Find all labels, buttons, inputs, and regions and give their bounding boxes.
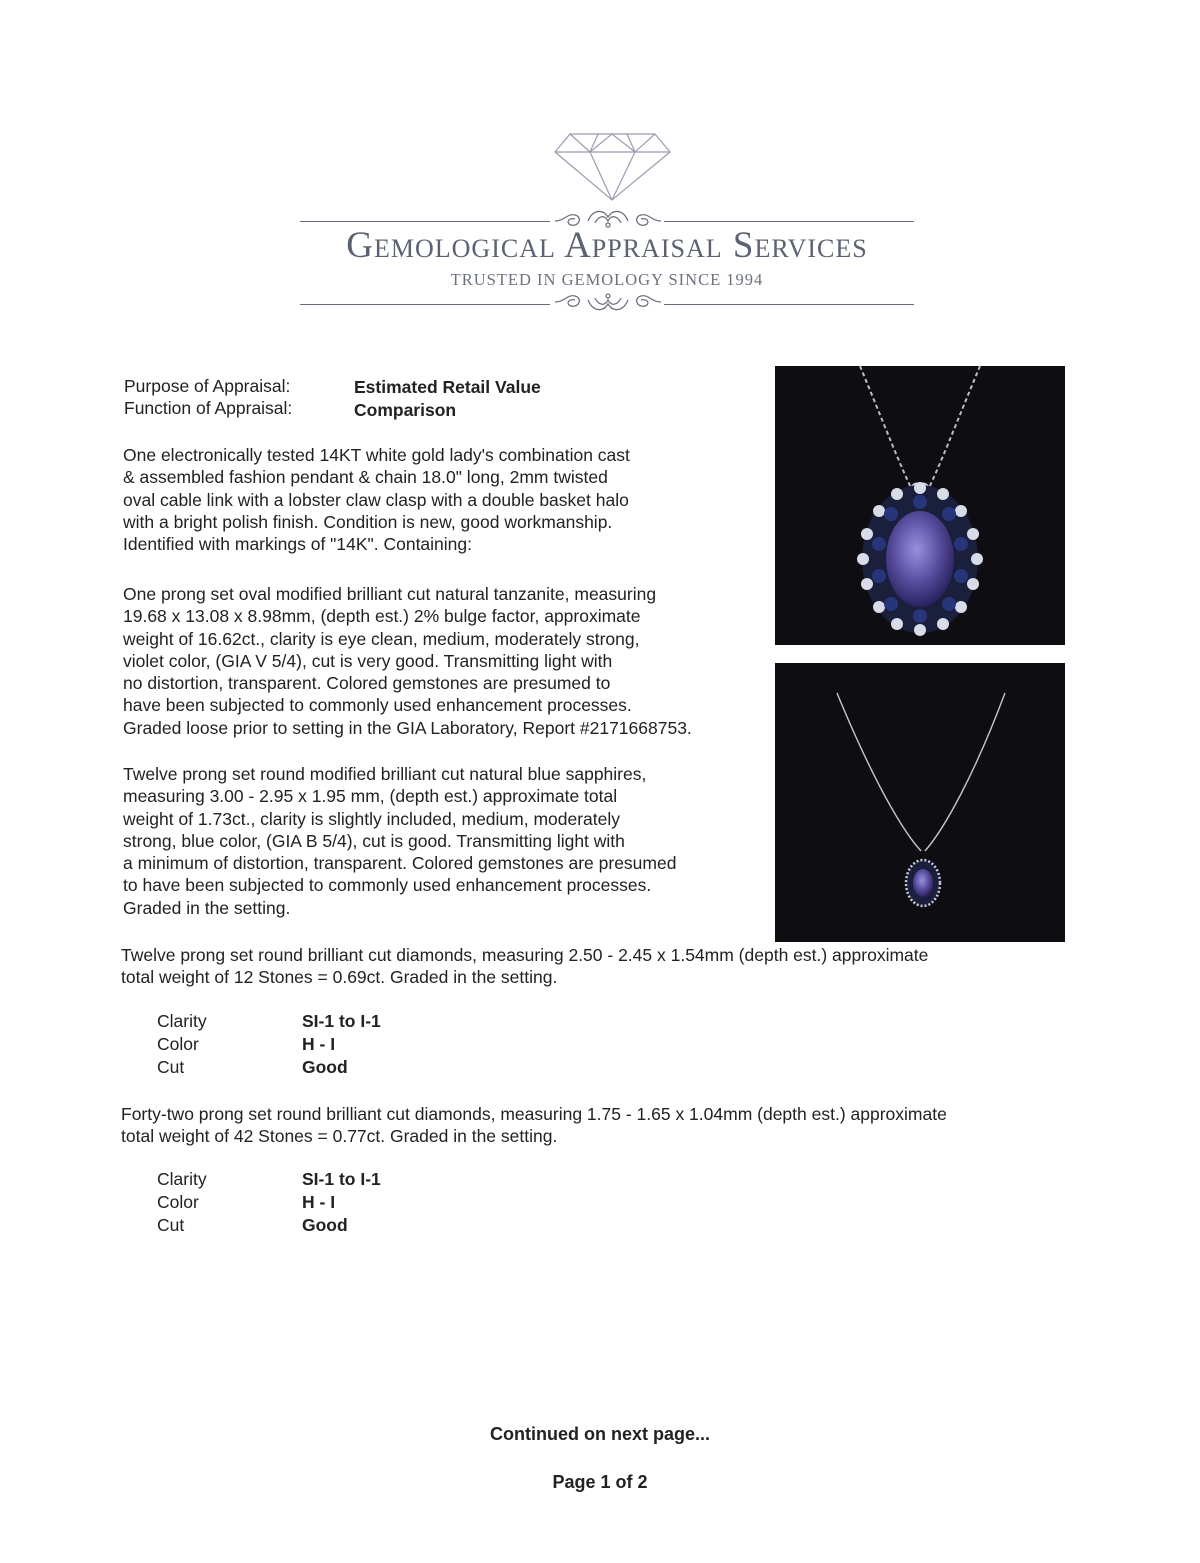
text-line: Graded loose prior to setting in the GIA Laboratory, Report #2171668753. <box>123 717 692 738</box>
logo-rule-bottom-right <box>664 304 914 305</box>
text-line: no distortion, transparent. Colored gemstones are presumed to <box>123 673 611 694</box>
text-line: violet color, (GIA V 5/4), cut is very good. Transmitting light with <box>123 650 613 671</box>
color-label: Color <box>157 1192 199 1212</box>
color-label: Color <box>157 1034 199 1054</box>
text-line: Twelve prong set round modified brilliant cut natural blue sapphires, <box>123 764 647 784</box>
tanzanite-description <box>123 583 768 739</box>
text-line: weight of 16.62ct., clarity is eye clean, medium, moderately strong, <box>123 628 640 649</box>
cut-value: Good <box>302 1057 348 1077</box>
text-line: a minimum of distortion, transparent. Colored gemstones are presumed <box>123 853 677 874</box>
grades-table-1 <box>157 1010 207 1079</box>
text-line: strong, blue color, (GIA B 5/4), cut is good. Transmitting light with <box>123 830 625 851</box>
text-line: & assembled fashion pendant & chain 18.0" long, 2mm twisted <box>123 467 608 488</box>
text-line: total weight of 42 Stones = 0.77ct. Graded in the setting. <box>121 1126 558 1147</box>
grades-values-1 <box>302 1010 381 1079</box>
text-line: to have been subjected to commonly used enhancement processes. <box>123 875 652 896</box>
function-value: Comparison <box>354 400 457 420</box>
cut-label: Cut <box>157 1215 185 1235</box>
page-number: Page 1 of 2 <box>552 1472 648 1492</box>
grades-table-2 <box>157 1168 207 1237</box>
function-label: Function of Appraisal: <box>124 398 293 418</box>
item-description <box>123 444 763 555</box>
diamonds-12-description <box>121 944 1041 989</box>
text-line: measuring 3.00 - 2.95 x 1.95 mm, (depth est.) approximate total <box>123 786 618 807</box>
text-line: Graded in the setting. <box>123 897 291 918</box>
sapphires-description <box>123 763 763 919</box>
text-line: Forty-two prong set round brilliant cut diamonds, measuring 1.75 - 1.65 x 1.04mm (depth est.) approximate <box>121 1104 947 1124</box>
clarity-value: SI-1 to I-1 <box>302 1011 381 1031</box>
clarity-value: SI-1 to I-1 <box>302 1169 381 1189</box>
text-line: have been subjected to commonly used enhancement processes. <box>123 695 632 716</box>
grades-values-2 <box>302 1168 381 1237</box>
clarity-label: Clarity <box>157 1011 207 1031</box>
cut-value: Good <box>302 1215 348 1235</box>
company-name: Gemological Appraisal Services <box>346 225 868 266</box>
text-line: weight of 1.73ct., clarity is slightly included, medium, moderately <box>123 808 621 829</box>
text-line: 19.68 x 13.08 x 8.98mm, (depth est.) 2% bulge factor, approximate <box>123 606 641 627</box>
text-line: One electronically tested 14KT white gold lady's combination cast <box>123 445 630 465</box>
pendant-with-chain-photo <box>775 663 1065 942</box>
text-line: oval cable link with a lobster claw clasp with a double basket halo <box>123 489 629 510</box>
text-line: Identified with markings of "14K". Containing: <box>123 534 473 555</box>
pendant-closeup-photo <box>775 366 1065 645</box>
company-tagline: TRUSTED IN GEMOLOGY SINCE 1994 <box>450 270 764 289</box>
text-line: total weight of 12 Stones = 0.69ct. Graded in the setting. <box>121 967 558 988</box>
purpose-value: Estimated Retail Value <box>354 377 541 397</box>
continued-note: Continued on next page... <box>490 1424 710 1444</box>
text-line: One prong set oval modified brilliant cut natural tanzanite, measuring <box>123 584 657 604</box>
text-line: with a bright polish finish. Condition is new, good workmanship. <box>123 511 613 532</box>
color-value: H - I <box>302 1192 336 1212</box>
diamonds-42-description <box>121 1103 1061 1148</box>
logo-rule-top-left <box>300 221 550 222</box>
logo-rule-bottom-left <box>300 304 550 305</box>
purpose-label: Purpose of Appraisal: <box>124 376 291 396</box>
text-line: Twelve prong set round brilliant cut diamonds, measuring 2.50 - 2.45 x 1.54mm (depth est.) approximate <box>121 945 929 965</box>
diamond-logo-icon <box>550 122 675 202</box>
ornament-swirl-bottom-icon <box>553 290 663 314</box>
cut-label: Cut <box>157 1057 185 1077</box>
color-value: H - I <box>302 1034 336 1054</box>
logo-rule-top-right <box>664 221 914 222</box>
clarity-label: Clarity <box>157 1169 207 1189</box>
